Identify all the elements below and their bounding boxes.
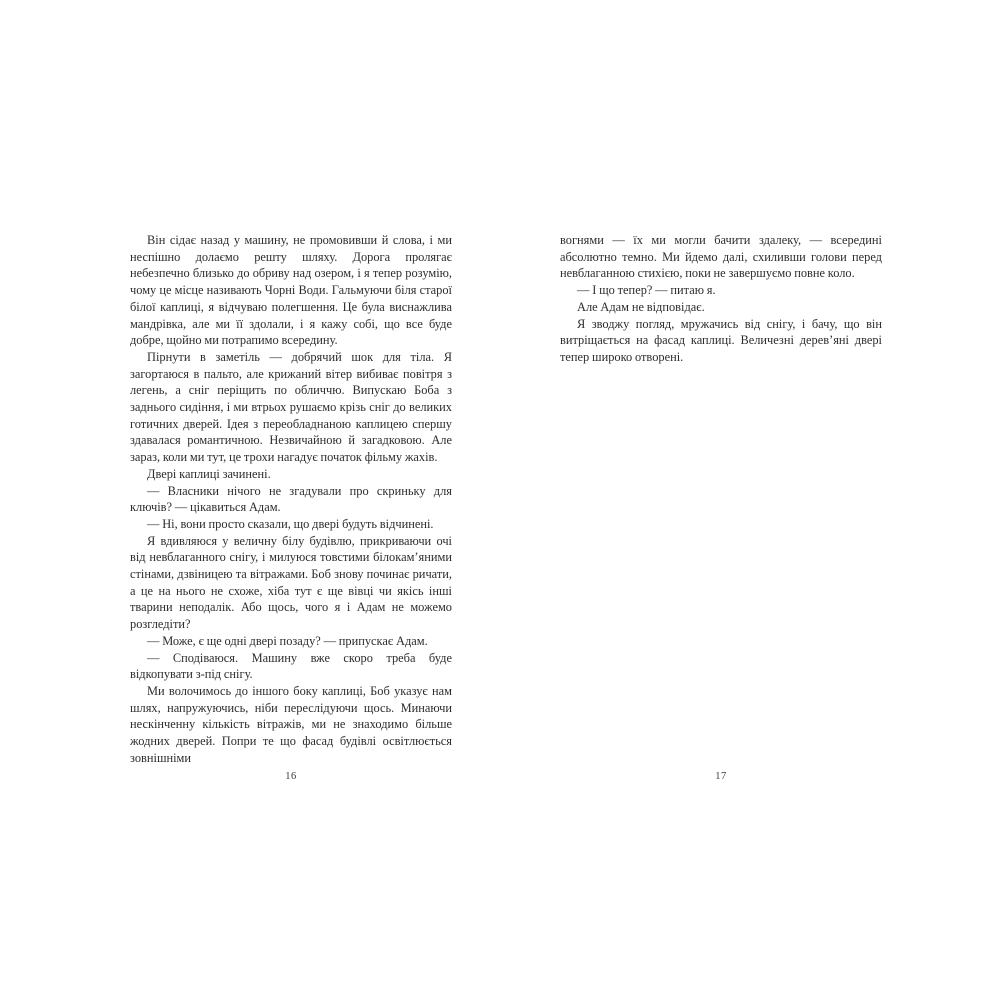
paragraph: Пірнути в заметіль — добрячий шок для тіла. Я загортаюся в пальто, але крижаний вітер вибиває повітря з легень, а сніг періщить по обличчю. Випускаю Боба з заднього сидіння, і ми втрьох рушаємо крізь сніг до великих готичних дверей. Ідея з переобладнаною каплицею спершу здавалася романтичною. Незвичайною й загадковою. Але зараз, коли ми тут, це трохи нагадує початок фільму жахів. [130, 349, 452, 465]
page-left [130, 232, 452, 782]
paragraph: — Ні, вони просто сказали, що двері будуть відчинені. [147, 516, 434, 531]
page-right-number: 17 [715, 771, 727, 782]
paragraph: Ми волочимось до іншого боку каплиці, Боб указує нам шлях, напружуючись, ніби переслідуючи щось. Минаючи нескінченну кількість вітражів, ми не знаходимо більше жодних дверей. Попри те що фасад будівлі освітлюється зовнішніми [130, 683, 452, 765]
paragraph: Двері каплиці зачинені. [147, 466, 271, 481]
paragraph: — Може, є ще одні двері позаду? — припускає Адам. [147, 633, 428, 648]
paragraph: вогнями — їх ми могли бачити здалеку, — всередині абсолютно темно. Ми йдемо далі, схиливши голови перед невблаганною стихією, поки не завершуємо повне коло. [560, 233, 882, 281]
page-right [560, 232, 882, 782]
paragraph: Але Адам не відповідає. [577, 299, 705, 314]
paragraph: Я вдивляюся у величну білу будівлю, прикриваючи очі від невблаганного снігу, і милуюся товстими білокам’яними стінами, дзвіницею та вітражами. Боб знову починає ричати, а це на нього не схоже, хіба тут є ще вівці чи якісь інші тварини неподалік. Або щось, чого я і Адам не можемо розгледіти? [130, 533, 452, 632]
paragraph: — Власники нічого не згадували про скриньку для ключів? — цікавиться Адам. [130, 483, 452, 515]
paragraph: Він сідає назад у машину, не промовивши й слова, і ми неспішно долаємо решту шляху. Дорога пролягає небезпечно близько до обриву над озером, і я тепер розумію, чому це місце називають Чорні Води. Гальмуючи біля старої білої каплиці, я відчуваю полегшення. Це була виснажлива мандрівка, але ми її здолали, і я кажу собі, що все буде добре, щойно ми потрапимо всередину. [130, 233, 452, 348]
page-left-number: 16 [285, 771, 297, 782]
page-right-text [560, 232, 882, 366]
paragraph: — Сподіваюся. Машину вже скоро треба буде відкопувати з-під снігу. [130, 650, 452, 682]
paragraph: Я зводжу погляд, мружачись від снігу, і бачу, що він витріщається на фасад каплиці. Величезні дерев’яні двері тепер широко отворені. [560, 316, 882, 364]
paragraph: — І що тепер? — питаю я. [577, 283, 716, 298]
page-left-text [130, 232, 452, 767]
